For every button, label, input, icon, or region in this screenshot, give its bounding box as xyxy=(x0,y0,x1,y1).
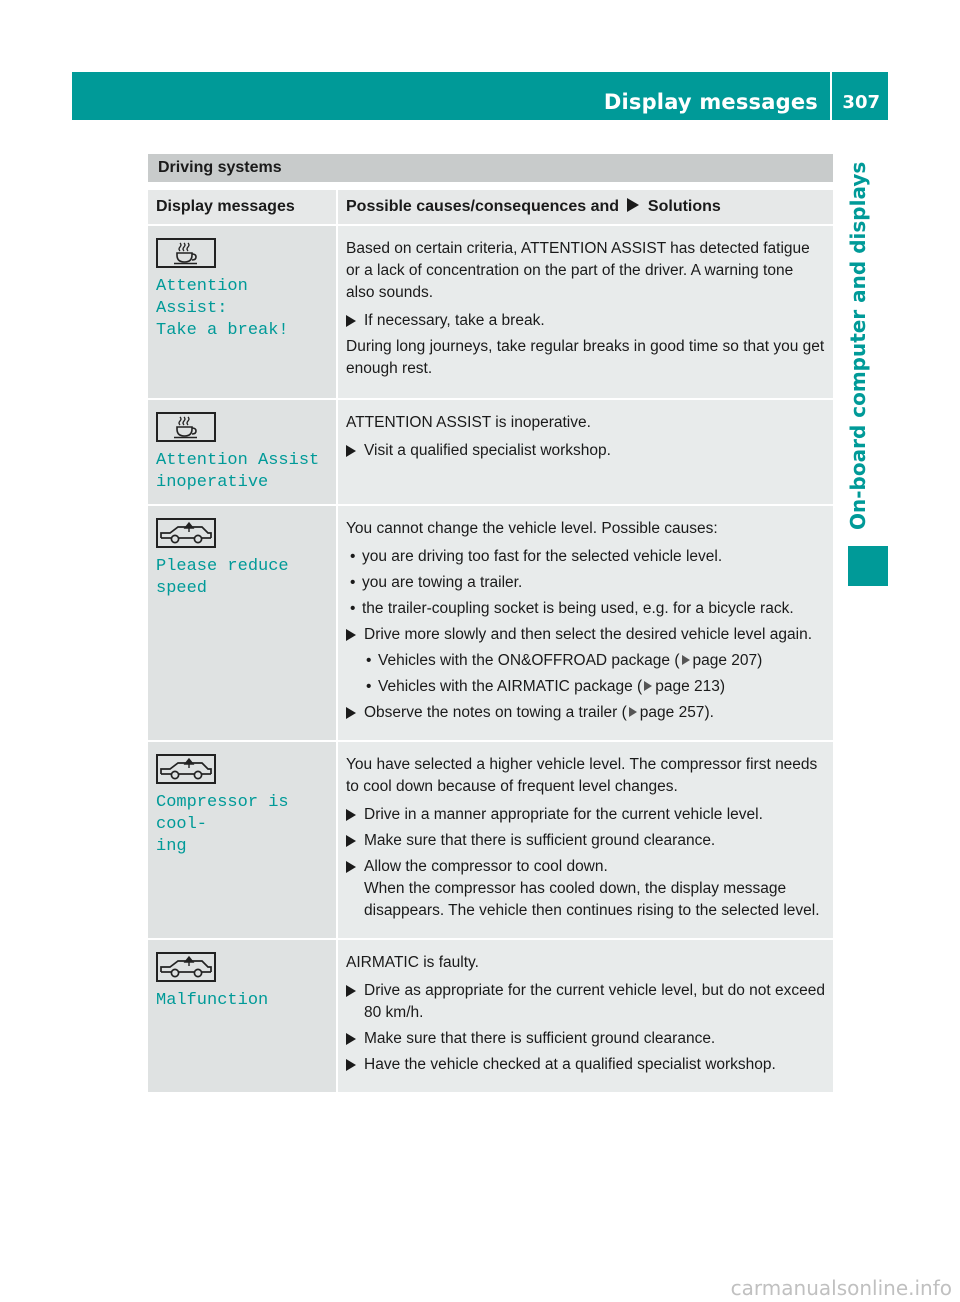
solution-cell xyxy=(338,400,833,506)
description-text xyxy=(346,952,825,974)
description-text-content: You have selected a higher vehicle level. The compressor first needs to cool down because of frequent level changes. xyxy=(346,756,818,795)
action-step-text: Allow the compressor to cool down. When the compressor has cooled down, the display message disappears. The vehicle then continues rising to the selected level. xyxy=(364,858,820,919)
description-text xyxy=(346,518,825,540)
bullet-icon: • xyxy=(366,652,372,669)
vehicle-level-icon xyxy=(156,518,216,548)
action-step xyxy=(346,980,825,1024)
coffee-cup-icon xyxy=(156,412,216,442)
table-header-row xyxy=(148,190,833,226)
display-message-text: Compressor is cool‐ ing xyxy=(156,793,289,856)
page-reference-suffix: ) xyxy=(757,652,763,669)
column-header-messages: Display messages xyxy=(148,190,338,226)
column-header-solutions xyxy=(338,190,833,226)
column-header-causes: Possible causes/consequences and xyxy=(346,198,620,215)
page-reference-icon xyxy=(629,707,637,717)
action-step xyxy=(346,1054,825,1076)
sub-bullet-item-text: Vehicles with the AIRMATIC package ( xyxy=(378,678,643,695)
sub-bullet-item xyxy=(346,676,825,698)
page-header-bar xyxy=(72,72,888,120)
watermark: carmanualsonline.info xyxy=(730,1276,952,1300)
section-title: Driving systems xyxy=(158,159,282,176)
display-message-text: Please reduce speed xyxy=(156,557,299,598)
solution-cell xyxy=(338,742,833,940)
page-reference-link[interactable]: page 257 xyxy=(639,704,705,721)
action-arrow-icon xyxy=(346,985,356,997)
action-step-text: Drive in a manner appropriate for the current vehicle level. xyxy=(364,806,763,823)
action-step-text: Drive as appropriate for the current vehicle level, but do not exceed 80 km/h. xyxy=(364,982,825,1021)
description-text xyxy=(346,412,825,434)
description-text-content: Based on certain criteria, ATTENTION ASSIST has detected fatigue or a lack of concentration on the part of the driver. A warning tone also sounds. xyxy=(346,240,810,301)
display-message-text: Attention Assist: Take a break! xyxy=(156,277,289,340)
side-tab xyxy=(846,161,876,530)
coffee-cup-icon xyxy=(156,238,216,268)
side-tab-marker xyxy=(848,546,888,586)
vehicle-level-icon xyxy=(156,952,216,982)
page-header-title: Display messages xyxy=(603,90,818,114)
bullet-icon: • xyxy=(350,574,356,591)
table-row xyxy=(148,940,833,1094)
message-cell xyxy=(148,400,338,506)
message-cell xyxy=(148,506,338,742)
table-row xyxy=(148,400,833,506)
action-arrow-icon xyxy=(346,629,356,641)
header-divider xyxy=(830,72,832,120)
solution-cell xyxy=(338,506,833,742)
action-step-text: Have the vehicle checked at a qualified specialist workshop. xyxy=(364,1056,776,1073)
action-arrow-icon xyxy=(346,1033,356,1045)
side-tab-label: On-board computer and displays xyxy=(846,161,870,530)
table-row xyxy=(148,226,833,400)
bullet-item xyxy=(346,546,825,568)
page-reference-suffix: ). xyxy=(704,704,714,721)
description-text-content: AIRMATIC is faulty. xyxy=(346,954,479,971)
solution-arrow-icon xyxy=(627,198,639,212)
action-arrow-icon xyxy=(346,835,356,847)
bullet-icon: • xyxy=(350,600,356,617)
action-step xyxy=(346,856,825,922)
description-text xyxy=(346,238,825,304)
message-cell xyxy=(148,940,338,1094)
sub-bullet-item xyxy=(346,650,825,672)
table-row xyxy=(148,742,833,940)
bullet-item xyxy=(346,572,825,594)
action-step xyxy=(346,702,825,724)
action-step xyxy=(346,310,825,332)
action-step xyxy=(346,1028,825,1050)
action-arrow-icon xyxy=(346,809,356,821)
display-message-text: Malfunction xyxy=(156,991,269,1010)
action-step-text: Visit a qualified specialist workshop. xyxy=(364,442,611,459)
action-step-text: Drive more slowly and then select the desired vehicle level again. xyxy=(364,626,813,643)
action-arrow-icon xyxy=(346,707,356,719)
bullet-item-text: the trailer-coupling socket is being used, e.g. for a bicycle rack. xyxy=(362,600,794,617)
section-header xyxy=(148,154,833,182)
description-text-content: During long journeys, take regular breaks in good time so that you get enough rest. xyxy=(346,338,825,377)
action-step-text: Make sure that there is sufficient ground clearance. xyxy=(364,832,716,849)
page-reference-icon xyxy=(644,681,652,691)
action-arrow-icon xyxy=(346,315,356,327)
description-text xyxy=(346,336,825,380)
action-step xyxy=(346,624,825,646)
description-text-content: ATTENTION ASSIST is inoperative. xyxy=(346,414,591,431)
description-text xyxy=(346,754,825,798)
page-number: 307 xyxy=(842,92,880,113)
action-step-text: Make sure that there is sufficient ground clearance. xyxy=(364,1030,716,1047)
solution-cell xyxy=(338,226,833,400)
description-text-content: You cannot change the vehicle level. Possible causes: xyxy=(346,520,718,537)
page-reference-suffix: ) xyxy=(719,678,726,695)
column-header-solutions-label: Solutions xyxy=(647,198,721,215)
bullet-item xyxy=(346,598,825,620)
action-step xyxy=(346,830,825,852)
sub-bullet-item-text: Vehicles with the ON&OFFROAD package ( xyxy=(378,652,680,669)
action-step-text: If necessary, take a break. xyxy=(364,312,545,329)
display-messages-table xyxy=(148,190,833,1094)
action-step xyxy=(346,804,825,826)
bullet-icon: • xyxy=(350,548,356,565)
bullet-item-text: you are towing a trailer. xyxy=(362,574,523,591)
action-step-text: Observe the notes on towing a trailer ( xyxy=(364,704,627,721)
message-cell xyxy=(148,226,338,400)
action-arrow-icon xyxy=(346,1059,356,1071)
page-reference-icon xyxy=(682,655,690,665)
table-row xyxy=(148,506,833,742)
bullet-icon: • xyxy=(366,678,372,695)
page-reference-link[interactable]: page 207 xyxy=(692,652,758,669)
solution-cell xyxy=(338,940,833,1094)
action-arrow-icon xyxy=(346,445,356,457)
message-cell xyxy=(148,742,338,940)
display-message-text: Attention Assist inoperative xyxy=(156,451,320,492)
page-reference-link[interactable]: page 213 xyxy=(655,678,720,695)
vehicle-level-icon xyxy=(156,754,216,784)
bullet-item-text: you are driving too fast for the selected vehicle level. xyxy=(362,548,723,565)
action-arrow-icon xyxy=(346,861,356,873)
action-step xyxy=(346,440,825,462)
